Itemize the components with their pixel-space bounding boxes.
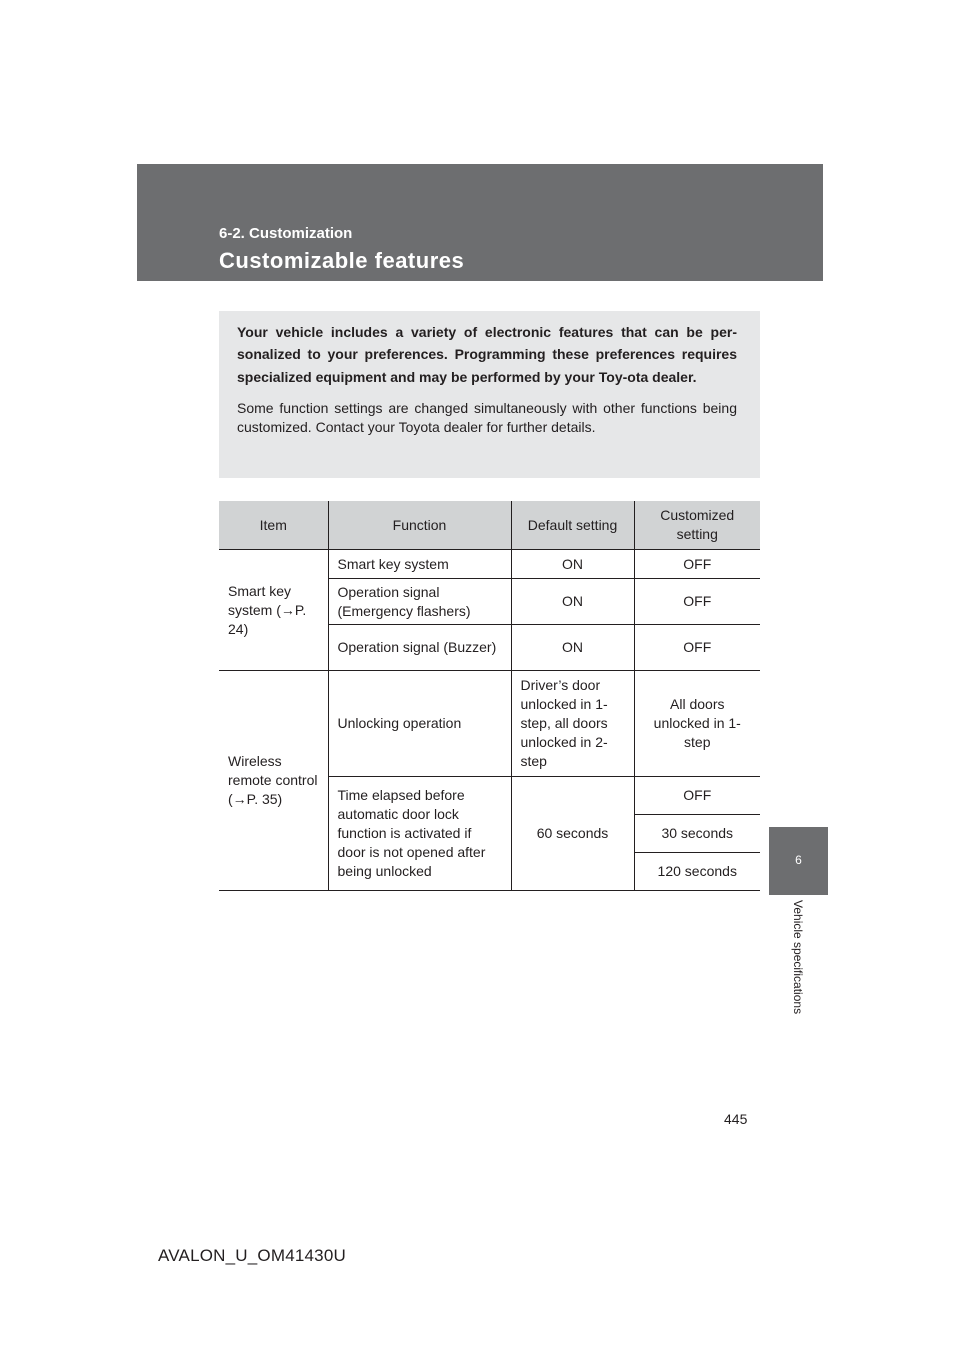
custom-cell: 30 seconds <box>634 815 760 853</box>
document-code: AVALON_U_OM41430U <box>158 1246 346 1265</box>
header-customized: Customized setting <box>634 501 760 550</box>
function-cell: Operation signal (Emergency flashers) <box>328 579 511 625</box>
chapter-number: 6 <box>795 853 802 867</box>
chapter-label <box>789 900 805 1050</box>
table-header-row <box>219 501 760 550</box>
page-title: Customizable features <box>219 248 465 273</box>
header-item: Item <box>219 501 328 550</box>
item-cell: Wireless remote control (→P. 35) <box>219 671 328 891</box>
function-cell: Time elapsed before automatic door lock function is activated if door is not opened after being unlocked <box>328 777 511 891</box>
function-cell: Unlocking operation <box>328 671 511 777</box>
default-cell: Driver’s door unlocked in 1-step, all doors unlocked in 2-step <box>511 671 634 777</box>
custom-cell: 120 seconds <box>634 853 760 891</box>
header-function: Function <box>328 501 511 550</box>
chapter-tab[interactable] <box>769 827 828 895</box>
default-cell: ON <box>511 579 634 625</box>
custom-cell: OFF <box>634 777 760 815</box>
item-cell: Smart key system (→P. 24) <box>219 550 328 671</box>
features-table <box>219 501 760 891</box>
table-row <box>219 671 760 777</box>
default-cell: ON <box>511 550 634 579</box>
custom-cell: OFF <box>634 625 760 671</box>
default-cell: 60 seconds <box>511 777 634 891</box>
intro-box <box>219 311 760 478</box>
default-cell: ON <box>511 625 634 671</box>
intro-bold-text: Your vehicle includes a variety of electronic features that can be per-sonalized to your preferences. Programming these preferences requires specialized equipment and may be performed by your Toy-ota dealer. <box>237 324 737 385</box>
function-cell: Operation signal (Buzzer) <box>328 625 511 671</box>
table-row <box>219 550 760 579</box>
header-default: Default setting <box>511 501 634 550</box>
custom-cell: All doors unlocked in 1-step <box>634 671 760 777</box>
section-label: 6-2. Customization <box>219 225 353 242</box>
custom-cell: OFF <box>634 550 760 579</box>
custom-cell: OFF <box>634 579 760 625</box>
page-number: 445 <box>724 1111 748 1127</box>
function-cell: Smart key system <box>328 550 511 579</box>
chapter-label-text: Vehicle specifications <box>791 900 805 1015</box>
intro-normal-text: Some function settings are changed simultaneously with other functions being customized. Contact your Toyota dealer for further details. <box>237 399 737 436</box>
